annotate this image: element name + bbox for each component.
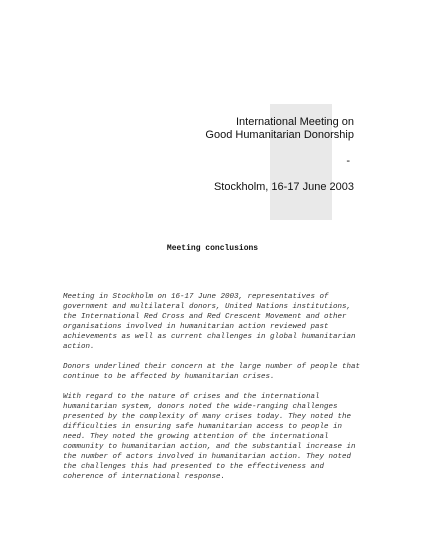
header-line-donorship: Good Humanitarian Donorship xyxy=(205,129,354,141)
header-place-date: Stockholm, 16-17 June 2003 xyxy=(213,181,354,193)
header-dash: - xyxy=(346,155,350,167)
document-header xyxy=(205,116,354,194)
paragraph-2: Donors underlined their concern at the large number of people that continue to be affected by humanitarian crises. xyxy=(63,363,361,381)
paragraph-1: Meeting in Stockholm on 16-17 June 2003, representatives of government and multilateral donors, United Nations institutions, the International Red Cross and Red Crescent Movement and other organisations involved in humanitarian action reviewed past achievements as well as current challenges in global humanitarian action. xyxy=(63,293,356,351)
paragraph-3: With regard to the nature of crises and the international humanitarian system, donors noted the wide-ranging challenges presented by the complexity of many crises today. They noted the difficulties in ensuring safe humanitarian access to people in need. They noted the growing attention of the international community to humanitarian action, and the substantial increase in the number of actors involved in humanitarian action. They noted the challenges this had presented to the effectiveness and coherence of international response. xyxy=(63,393,356,481)
header-line-meeting: International Meeting on xyxy=(235,116,354,128)
document-body xyxy=(63,292,363,492)
section-title: Meeting conclusions xyxy=(166,244,259,253)
